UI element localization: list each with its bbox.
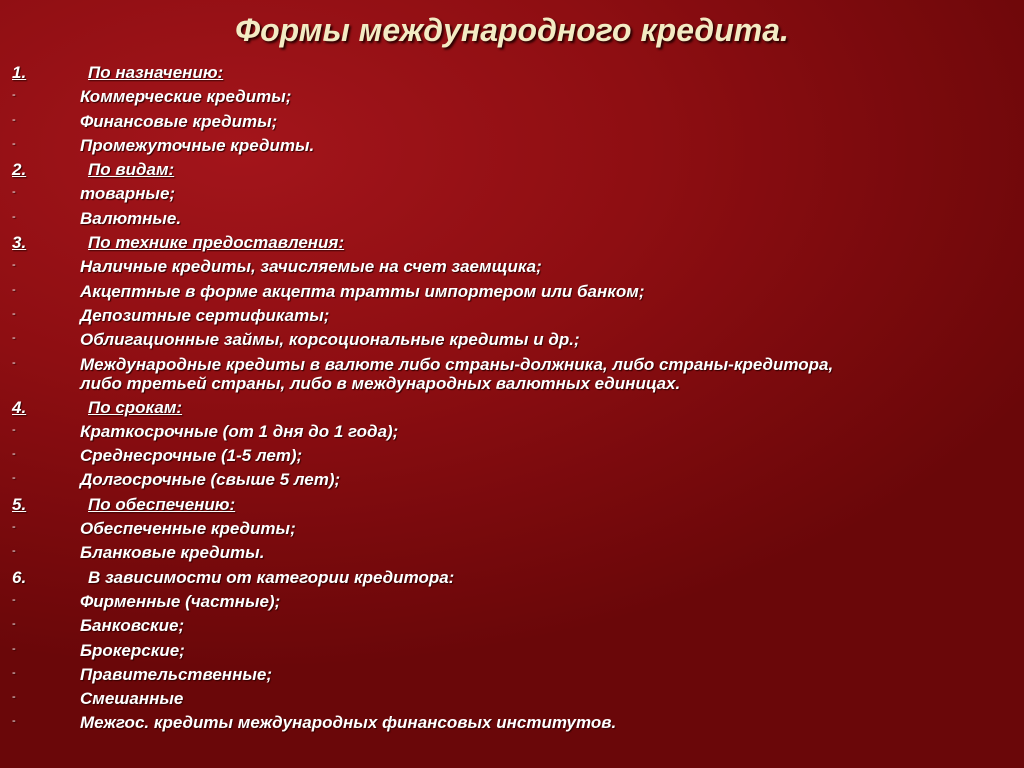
list-item [12, 304, 1002, 328]
section-heading-text: В зависимости от категории кредитора: [88, 567, 455, 587]
list-item-text: Валютные. [80, 208, 182, 228]
section-number: 1. [12, 63, 27, 82]
section-heading-1 [12, 61, 1002, 85]
section-number: 2. [12, 160, 27, 180]
list-item [12, 328, 1002, 352]
list-item-text: Правительственные; [80, 664, 272, 684]
list-item-text: Финансовые кредиты; [80, 111, 278, 131]
list-item [12, 280, 1002, 304]
list-item [12, 639, 1002, 663]
section-heading-text: По технике предоставления: [88, 233, 345, 253]
list-item [12, 85, 1002, 109]
section-number: 6. [12, 567, 27, 587]
list-item-text: Среднесрочные (1-5 лет); [80, 446, 303, 466]
list-item [12, 468, 1002, 492]
list-item-text: Промежуточные кредиты. [80, 135, 315, 155]
slide-title: Формы международного кредита. [235, 12, 789, 48]
list-item [12, 517, 1002, 541]
bullet-dash: - [12, 642, 16, 655]
bullet-dash: - [12, 715, 16, 728]
section-heading-6 [12, 566, 1002, 590]
list-item [12, 687, 1002, 711]
bullet-dash: - [12, 423, 16, 436]
bullet-dash: - [12, 356, 16, 369]
bullet-dash: - [12, 210, 16, 223]
bullet-dash: - [12, 113, 16, 126]
bullet-dash: - [12, 89, 16, 102]
bullet-dash: - [12, 545, 16, 558]
list-item [12, 255, 1002, 279]
bullet-dash: - [12, 137, 16, 150]
list-item-text: Наличные кредиты, зачисляемые на счет заемщика; [80, 257, 542, 277]
section-heading-text: По срокам: [88, 397, 183, 417]
section-number: 4. [12, 397, 27, 417]
list-item-text: Краткосрочные (от 1 дня до 1 года); [80, 421, 399, 441]
bullet-dash: - [12, 332, 16, 345]
section-number: 5. [12, 494, 27, 514]
section-heading-5 [12, 493, 1002, 517]
list-item [12, 590, 1002, 614]
section-heading-text: По видам: [88, 160, 175, 180]
bullet-dash: - [12, 448, 16, 461]
list-item-text: Акцептные в форме акцепта тратты импортером или банком; [80, 281, 645, 301]
list-item [12, 207, 1002, 231]
list-item-text: Коммерческие кредиты; [80, 87, 292, 107]
list-item-text: Международные кредиты в валюте либо страны-должника, либо страны-кредитора, либо третьей страны, либо в международных валютных единицах. [80, 354, 834, 393]
bullet-dash: - [12, 186, 16, 199]
bullet-dash: - [12, 593, 16, 606]
section-heading-2 [12, 158, 1002, 182]
bullet-dash: - [12, 666, 16, 679]
list-item [12, 444, 1002, 468]
section-heading-text: По назначению: [88, 63, 224, 82]
bullet-dash: - [12, 521, 16, 534]
section-heading-3 [12, 231, 1002, 255]
list-item [12, 353, 1002, 396]
list-item [12, 541, 1002, 565]
list-item-text: Облигационные займы, корсоциональные кредиты и др.; [80, 330, 580, 350]
list-item [12, 420, 1002, 444]
bullet-dash: - [12, 472, 16, 485]
list-item-text: Депозитные сертификаты; [80, 305, 330, 325]
bullet-dash: - [12, 283, 16, 296]
list-item-text: Обеспеченные кредиты; [80, 519, 296, 539]
section-number: 3. [12, 233, 27, 253]
list-item-text: товарные; [80, 184, 176, 204]
list-item-text: Банковские; [80, 616, 185, 636]
slide-content [12, 61, 1002, 736]
list-item [12, 134, 1002, 158]
list-item-text: Долгосрочные (свыше 5 лет); [80, 470, 341, 490]
bullet-dash: - [12, 618, 16, 631]
list-item [12, 711, 1002, 735]
bullet-dash: - [12, 691, 16, 704]
list-item-text: Бланковые кредиты. [80, 543, 265, 563]
bullet-dash: - [12, 259, 16, 272]
list-item-text: Фирменные (частные); [80, 591, 281, 611]
section-heading-4 [12, 396, 1002, 420]
list-item [12, 663, 1002, 687]
bullet-dash: - [12, 307, 16, 320]
list-item [12, 182, 1002, 206]
list-item [12, 110, 1002, 134]
list-item [12, 614, 1002, 638]
list-item-text: Смешанные [80, 689, 184, 709]
list-item-text: Брокерские; [80, 640, 185, 660]
list-item-text: Межгос. кредиты международных финансовых институтов. [80, 713, 617, 733]
section-heading-text: По обеспечению: [88, 494, 236, 514]
